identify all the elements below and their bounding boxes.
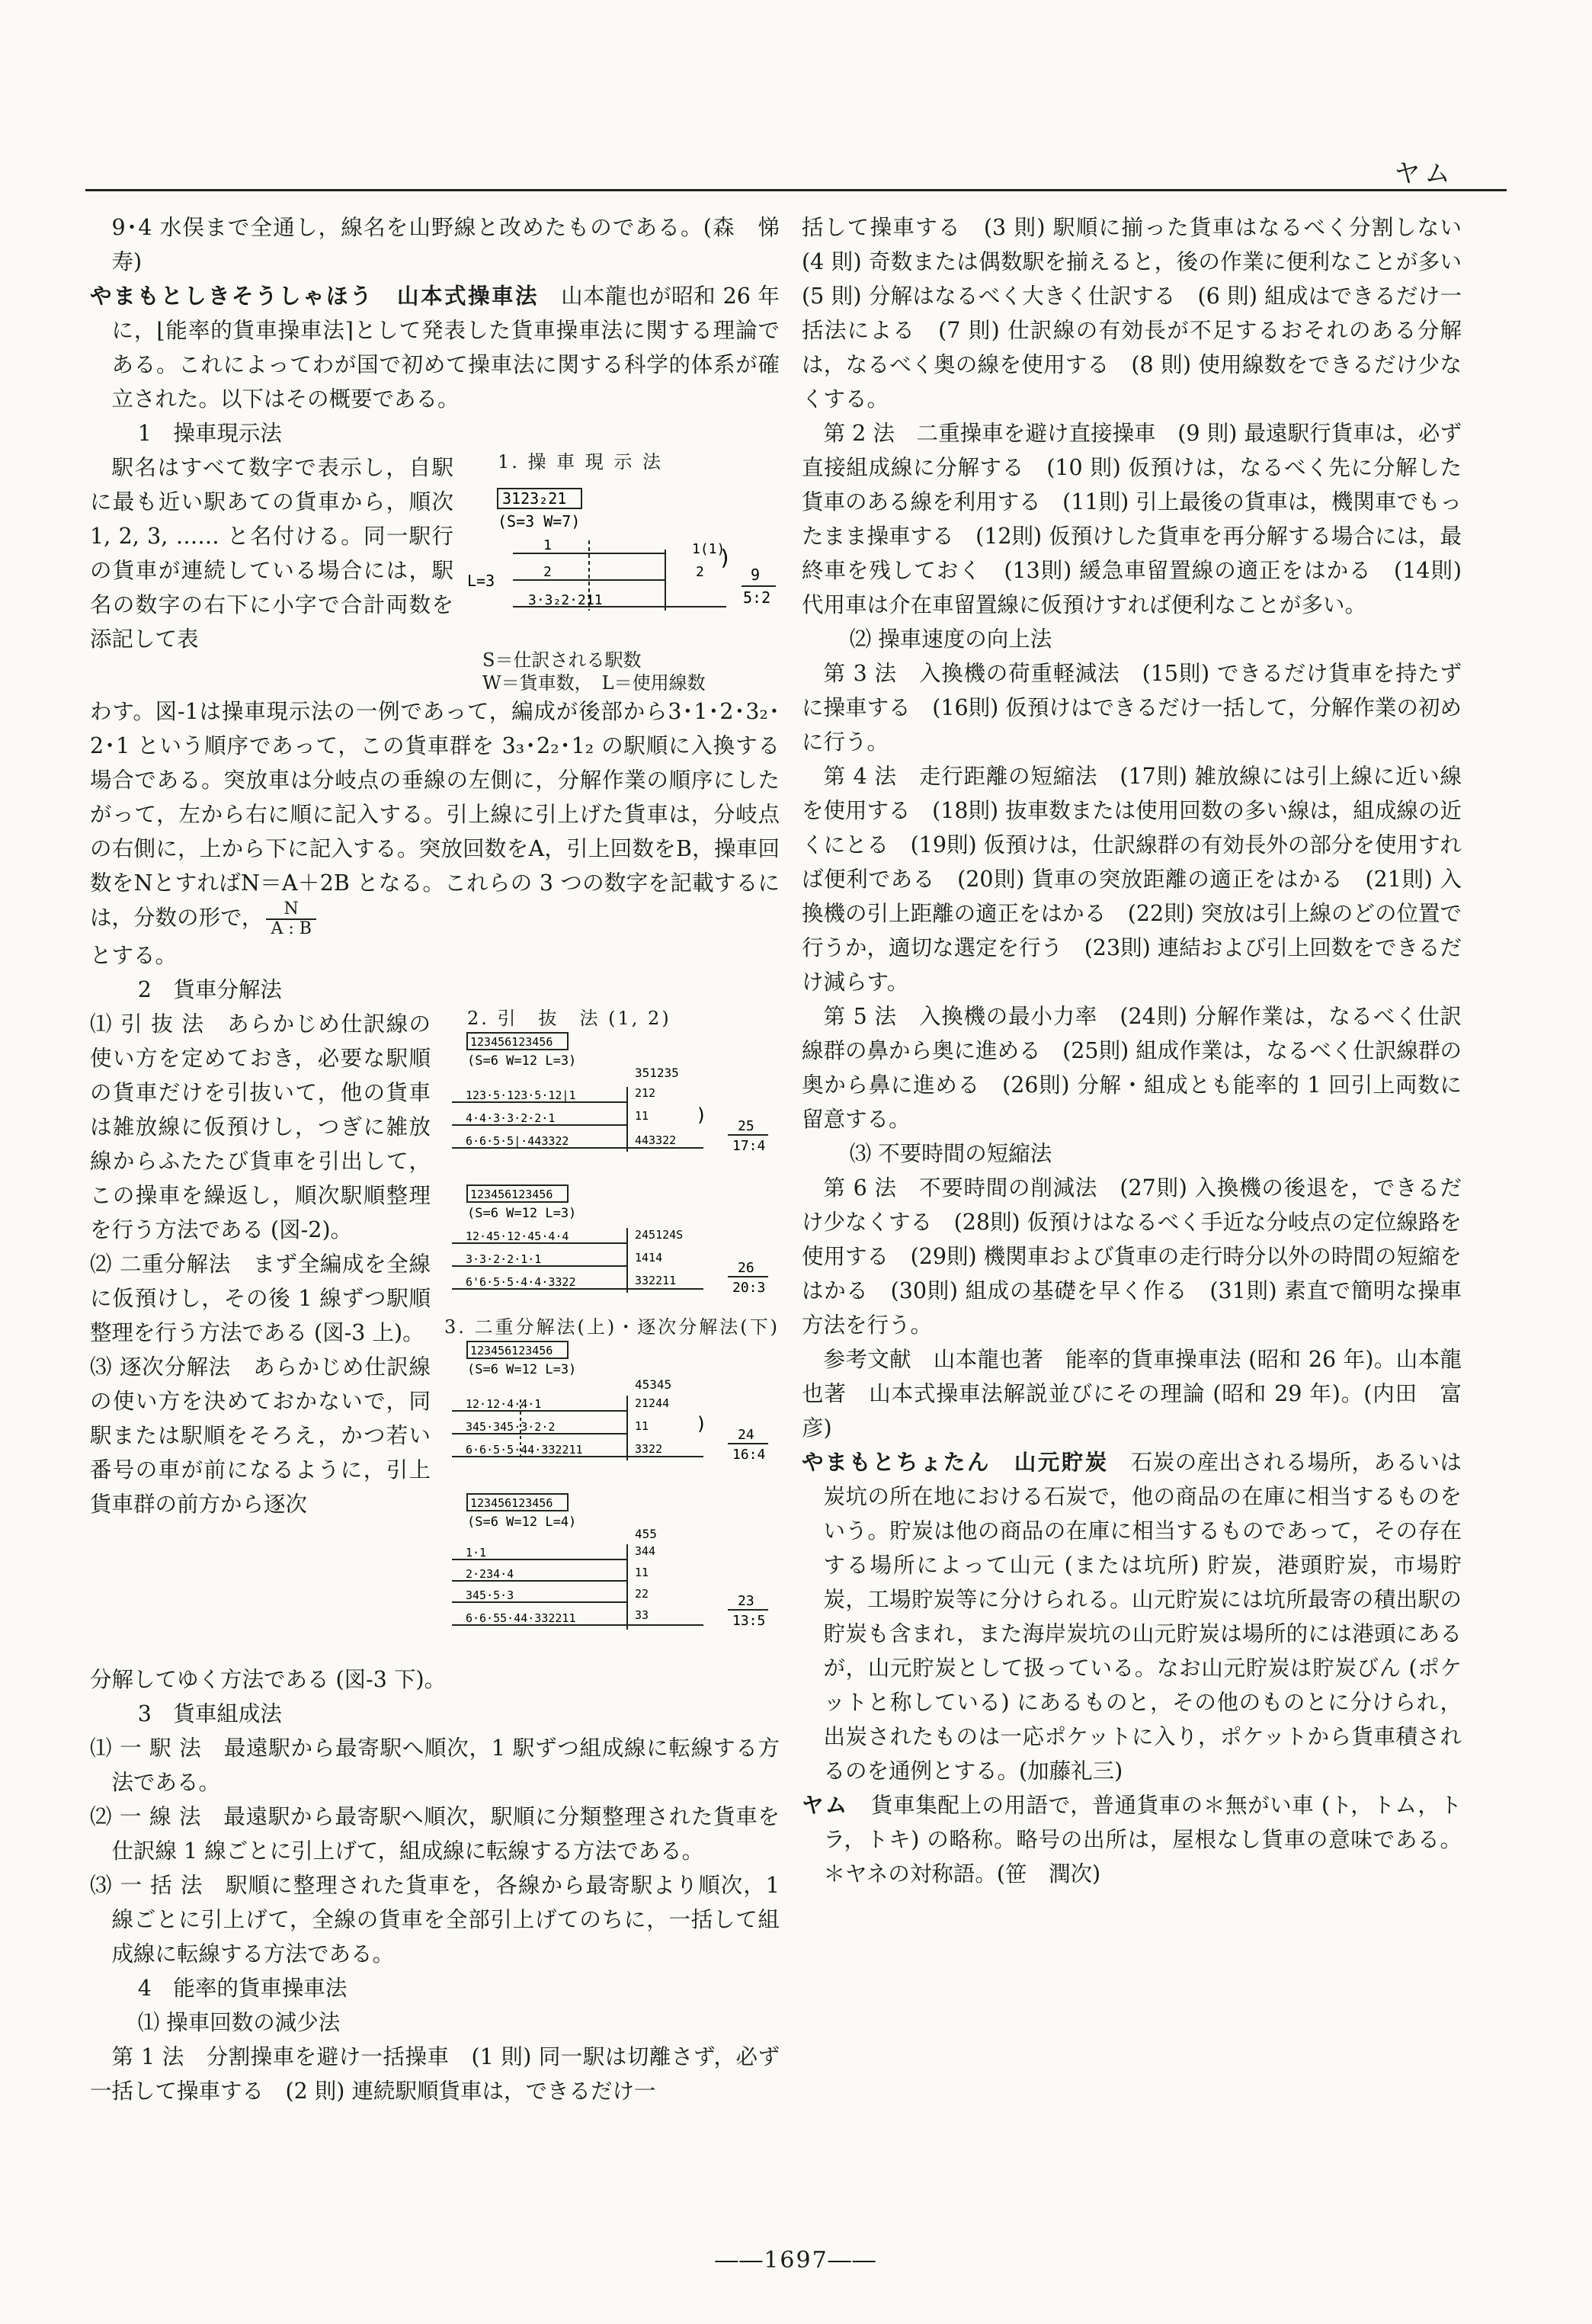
figure-2b-diagram: [444, 1182, 780, 1316]
figure-3b-diagram: [444, 1491, 780, 1662]
figure-1-out-1: 1(1): [692, 541, 726, 557]
figure-3b-params: (S=6 W=12 L=4): [467, 1515, 577, 1530]
left-column: [90, 210, 780, 2108]
figure-1: [467, 450, 780, 694]
figure-1-lines: L=3: [467, 572, 495, 590]
figure-3a-ratio-num: 24: [738, 1427, 754, 1443]
method-one-line: ⑵ 一 線 法 最遠駅から最寄駅へ順次，駅順に分類整理された貨車を仕訳線 1 線ごとに引上げて，組成線に転線する方法である。: [90, 1804, 780, 1864]
figure-1-legend-1: S＝仕訳される駅数: [482, 649, 642, 671]
figure-1-row: [90, 450, 780, 694]
figure-2b-track-3: 6'6·5·5·4·4·3322: [466, 1275, 576, 1289]
entry-yamamoto-shiki-text: 山本龍也が昭和 26 年に，⌊能率的貨車操車法⌉として発表した貨車操車法に関する理論である。これによってわが国で初めて操車法に関する科学的体系が確立された。以下はその概要である。: [111, 284, 780, 412]
header-label: ヤム: [1394, 159, 1455, 189]
figure-2a-bracket: ): [696, 1104, 707, 1126]
entry-yamamoto-shiki: [90, 279, 780, 416]
figure-3b-right-2: 11: [635, 1566, 649, 1579]
figure-2a-track-2: 4·4·3·3·2·2·1: [466, 1111, 556, 1125]
right-paragraph-4: 第 4 法 走行距離の短縮法 (17則) 雑放線には引上線に近い線を使用する (18則) 抜車数または使用回数の多い線は，組成線の近くにとる (19則) 仮預けは，仕訳線群の有効長外の部分を使用すれば便利である (20則) 貨車の突放距離の適正をはかる (21則) 入換機の引上距離の適正をはかる (22則) 突放は引上線のどの位置で行うか，適切な選定を行う (23則) 連結および引上回数をできるだけ減らす。: [802, 764, 1462, 995]
method-double-sort: ⑵ 二重分解法 まず全編成を全線に仮預けし，その後 1 線ずつ駅順整理を行う方法である (図-3 上)。: [90, 1252, 431, 1345]
figures-2-3: [444, 1007, 780, 1662]
right-section-heading-3: ⑶ 不要時間の短縮法: [849, 1141, 1052, 1166]
entry-yamu: [802, 1788, 1462, 1891]
right-paragraph-2: 第 2 法 二重操車を避け直接操車 (9 則) 最遠駅行貨車は，必ず直接組成線に分解する (10 則) 仮預けは，なるべく先に分解した貨車のある線を利用する (11則) 引上最後の貨車は，機関車でもったまま操車する (12則) 仮預けした貨車を再分解する場合には，最終車を残しておく (13則) 緩急車留置線の適正をはかる (14則) 代用車は介在車留置線に仮預けすれば便利なことが多い。: [802, 421, 1462, 617]
fraction-numerator: N: [266, 900, 316, 920]
figure-3a-bracket: ): [696, 1413, 707, 1434]
figure-2a-diagram: [444, 1030, 780, 1182]
headword-yamamoto-shiki: やまもとしきそうしゃほう 山本式操車法: [90, 284, 540, 309]
figure-1-track-1: 1: [543, 537, 552, 553]
method-pull-out: ⑴ 引 抜 法 あらかじめ仕訳線の使い方を定めておき，必要な駅順の貨車だけを引抜いて，他の貨車は雑放線に仮預けし，つぎに雑放線からふたたび貨車を引出して，この操車を繰返し，順次駅順整理を行う方法である (図-2)。: [90, 1011, 431, 1242]
figure-1-params: (S=3 W=7): [498, 512, 581, 531]
figure-3-caption: 3. 二重分解法(上)・逐次分解法(下): [444, 1316, 780, 1338]
figure-3b-right-1: 344: [635, 1544, 656, 1558]
figure-2b-params: (S=6 W=12 L=3): [467, 1206, 577, 1221]
entry-yamu-text: 貨車集配上の用語で，普通貨車の＊無がい車 (ト，トム，トラ，トキ) の略称。略号の出所は，屋根なし貨車の意味である。＊ヤネの対称語。(笹 潤次): [823, 1793, 1462, 1886]
right-paragraph-3: 第 3 法 入換機の荷重軽減法 (15則) できるだけ貨車を持たずに操車する (16則) 仮預けはできるだけ一括して，分解作業の初めに行う。: [802, 661, 1462, 755]
figure-2a-ratio-num: 25: [738, 1118, 754, 1134]
figure-1-ratio-den: 5:2: [743, 588, 771, 607]
figure-1-caption: 1. 操 車 現 示 法: [498, 451, 664, 473]
figure-1-out-2: 2: [696, 564, 704, 580]
figure-1-track-2: 2: [543, 564, 552, 580]
figure-2a-ratio-den: 17:4: [732, 1138, 766, 1154]
figure-3a-right-1: 21244: [635, 1396, 670, 1410]
figure-2a-params: (S=6 W=12 L=3): [467, 1053, 577, 1069]
page-number: ――1697――: [715, 2247, 877, 2274]
right-column: [802, 210, 1484, 1891]
method-sequential-sort: ⑶ 逐次分解法 あらかじめ仕訳線の使い方を決めておかないで，同駅または駅順をそろえ，かつ若い番号の車が前になるように，引上貨車群の前方から逐次: [90, 1354, 431, 1517]
page-number-value: 1697: [764, 2247, 828, 2274]
fraction-denominator: A : B: [271, 919, 312, 938]
headword-yamamoto-chotan: やまもとちょたん 山元貯炭: [802, 1450, 1109, 1475]
figure-1-bracket: ): [719, 545, 732, 570]
figure-3b-ratio-num: 23: [738, 1593, 754, 1609]
figure-1-ratio-num: 9: [751, 566, 761, 584]
header-rule: [85, 189, 1507, 191]
entry-yamamoto-chotan: [802, 1445, 1462, 1788]
figure-3b-formation: 123456123456: [470, 1496, 553, 1510]
section-heading-1: 1 操車現示法: [137, 421, 282, 446]
left-paragraph-8: 第 1 法 分割操車を避け一括操車 (1 則) 同一駅は切離さず，必ず一括して操車する (2 則) 連続駅順貨車は，できるだけ一: [90, 2044, 780, 2104]
figure-2b-formation: 123456123456: [470, 1188, 553, 1201]
figure-2a-track-1: 123·5·123·5·12|1: [466, 1088, 576, 1102]
figure-3a-track-1: 12·12·4·4·1: [466, 1397, 542, 1411]
figure-3a-track-3: 6·6·5·5·44·332211: [466, 1443, 583, 1457]
figure-3a-right-2: 11: [635, 1419, 649, 1433]
left-paragraph-3: [90, 694, 780, 973]
figure-2b-right-1: 245124S: [635, 1228, 684, 1242]
section-heading-2: 2 貨車分解法: [137, 977, 282, 1002]
figure-3a-track-2: 345·345·3·2·2: [466, 1420, 556, 1434]
section-heading-3: 3 貨車組成法: [137, 1701, 282, 1726]
right-paragraph-6: 第 6 法 不要時間の削減法 (27則) 入換機の後退を，できるだけ少なくする (28則) 仮預けはなるべく手近な分岐点の定位線路を使用する (29則) 機関車および貨車の走行時分以外の時間の短縮をはかる (30則) 組成の基礎を早く作る (31則) 素直で簡明な操車方法を行う。: [802, 1175, 1462, 1338]
figure-2a-right-3: 443322: [635, 1133, 677, 1147]
figure-3b-right-3: 22: [635, 1587, 649, 1601]
figure-3a-ratio-den: 16:4: [732, 1447, 766, 1463]
figure-3b-top: 455: [635, 1527, 657, 1541]
figure-1-legend-2: W＝貨車数， L＝使用線数: [482, 672, 706, 694]
figure-3b-ratio-den: 13:5: [732, 1613, 766, 1629]
figure-2a-top: 351235: [635, 1066, 679, 1080]
figure-3b-track-2: 2·234·4: [466, 1567, 514, 1581]
figure-3a-params: (S=6 W=12 L=3): [467, 1362, 577, 1377]
figure-2b-ratio-num: 26: [738, 1260, 754, 1276]
figure-2a-formation: 123456123456: [470, 1035, 553, 1049]
right-references: 参考文献 山本龍也著 能率的貨車操車法 (昭和 26 年)。山本龍也著 山本式操車法解説並びにその理論 (昭和 29 年)。(内田 富彦): [802, 1347, 1462, 1441]
section-heading-4: 4 能率的貨車操車法: [137, 1976, 348, 2001]
figure-2b-right-2: 1414: [635, 1251, 663, 1265]
figure-2b-track-2: 3·3·2·2·1·1: [466, 1252, 542, 1266]
figure-3a-top: 45345: [635, 1377, 672, 1392]
headword-yamu: ヤム: [802, 1793, 849, 1818]
figure-2b-track-1: 12·45·12·45·4·4: [466, 1229, 569, 1243]
figure-2a-right-1: 212: [635, 1086, 656, 1100]
figure-2-3-row: [90, 1007, 780, 1662]
right-paragraph-5: 第 5 法 入換機の最小力率 (24則) 分解作業は，なるべく仕訳線群の鼻から奥に進める (25則) 組成作業は，なるべく仕訳線群の奥から鼻に進める (26則) 分解・組成とも能率的 1 回引上両数に留意する。: [802, 1004, 1462, 1132]
left-paragraph-4: 分解してゆく方法である (図-3 下)。: [90, 1667, 447, 1692]
left-paragraph-3-text: わす。図-1は操車現示法の一例であって，編成が後部から3･1･2･3₂･2･1 という順序であって，この貨車群を 3₃･2₂･1₂ の駅順に入換する場合である。突放車は分岐点の垂線の左側に，分解作業の順序にしたがって，左から右に順に記入する。引上線に引上げた貨車は，分岐点の右側に，上から下に記入する。突放回数をA，引上回数をB，操車回数をNとすればN＝A＋2B となる。これらの 3 つの数字を記載するには，分数の形で，: [90, 699, 780, 931]
figure-2a-right-2: 11: [635, 1109, 649, 1123]
left-paragraph-3-end: とする。: [90, 943, 178, 968]
figure-3a-diagram: [444, 1338, 780, 1491]
figure-2-caption: 2. 引 抜 法 (1, 2): [467, 1008, 671, 1029]
figure-2b-ratio-den: 20:3: [732, 1280, 766, 1296]
figure-1-side-text: 駅名はすべて数字で表示し，自駅に最も近い駅あての貨車から，順次 1, 2, 3, …… と名付ける。同一駅行の貨車が連続している場合には，駅名の数字の右下に小字で合計両数を添記して表: [90, 455, 453, 652]
fraction-n-over-ab: [266, 900, 316, 938]
figure-3b-track-1: 1·1: [466, 1546, 487, 1559]
figure-3a-right-3: 3322: [635, 1442, 663, 1456]
section-heading-4-1: ⑴ 操車回数の減少法: [137, 2010, 341, 2035]
entry-yamamoto-chotan-text: 石炭の産出される場所，あるいは炭坑の所在地における石炭で，他の商品の在庫に相当するものをいう。貯炭は他の商品の在庫に相当するものであって，その存在する場所によって山元 (または坑所) 貯炭，港頭貯炭，市場貯炭，工場貯炭等に分けられる。山元貯炭には坑所最寄の積出駅の貯炭も含まれ，また海岸炭坑の山元貯炭は場所的には港頭にあるが，山元貯炭として扱っている。なお山元貯炭は貯炭びん (ポケットと称している) にあるものと，その他のものとに分けられ，出炭されたものは一応ポケットに入り，ポケットから貨車積されるのを通例とする。(加藤礼三): [823, 1450, 1462, 1784]
figure-3b-track-3: 345·5·3: [466, 1588, 514, 1602]
figure-3b-right-4: 33: [635, 1608, 649, 1622]
method-bulk: ⑶ 一 括 法 駅順に整理された貨車を，各線から最寄駅より順次，1 線ごとに引上げて，全線の貨車を全部引上げてのちに，一括して組成線に転線する方法である。: [90, 1873, 780, 1967]
figure-2a-track-3: 6·6·5·5|·443322: [466, 1134, 569, 1148]
method-one-station: ⑴ 一 駅 法 最遠駅から最寄駅へ順次，1 駅ずつ組成線に転線する方法である。: [90, 1736, 780, 1795]
left-paragraph-1: 9･4 水俣まで全通し，線名を山野線と改めたものである。(森 悌寿): [111, 215, 780, 274]
figure-3a-formation: 123456123456: [470, 1344, 553, 1358]
figure-1-diagram: [467, 473, 780, 649]
figure-1-track-3: 3·3₂2·211: [528, 592, 603, 608]
figure-2b-right-3: 332211: [635, 1274, 677, 1287]
figure-2-3-side-text: [90, 1007, 431, 1521]
figure-1-formation: 3123₂21: [502, 489, 567, 508]
figure-3b-track-4: 6·6·55·44·332211: [466, 1611, 576, 1625]
right-paragraph-1: 括して操車する (3 則) 駅順に揃った貨車はなるべく分割しない (4 則) 奇数または偶数駅を揃えると，後の作業に便利なことが多い (5 則) 分解はなるべく大きく仕訳する (6 則) 組成はできるだけ一括法による (7 則) 仕訳線の有効長が不足するおそれのある分解は，なるべく奥の線を使用する (8 則) 使用線数をできるだけ少なくする。: [802, 215, 1484, 412]
right-section-heading-2: ⑵ 操車速度の向上法: [849, 627, 1052, 652]
